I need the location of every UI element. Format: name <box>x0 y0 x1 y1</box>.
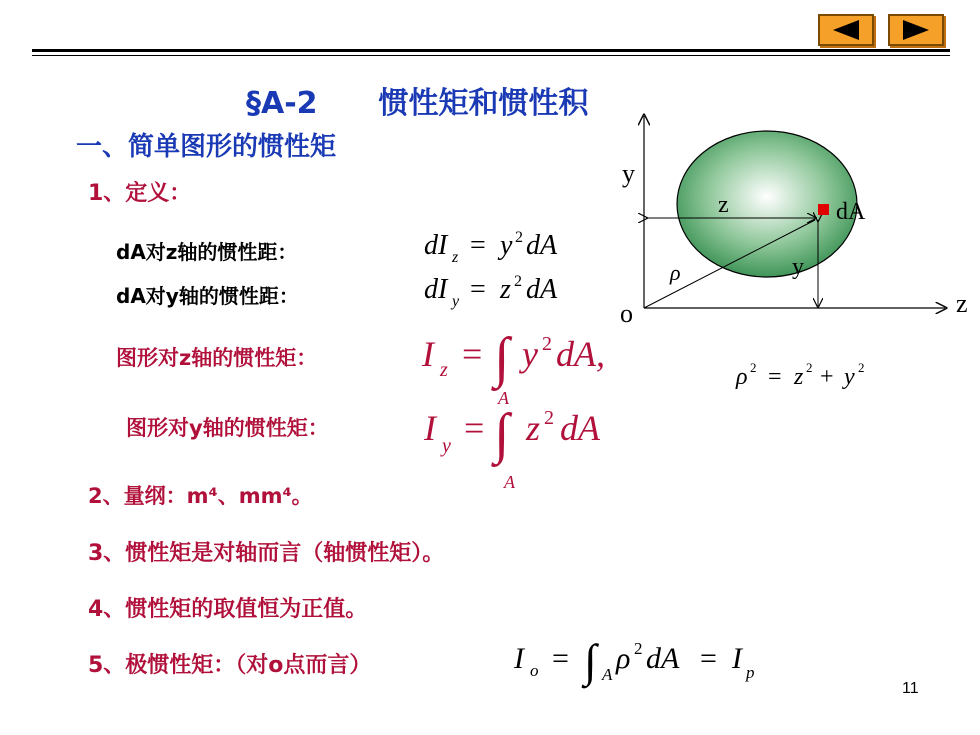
svg-text:z: z <box>526 408 541 448</box>
svg-text:2: 2 <box>544 407 554 429</box>
section-name: 惯性矩和惯性积 <box>378 86 589 121</box>
item-dimension: 2、量纲：m⁴、mm⁴。 <box>88 484 313 508</box>
svg-text:2: 2 <box>515 229 523 246</box>
svg-text:=: = <box>470 230 486 261</box>
dIy-label: dA对y轴的惯性距： <box>116 284 299 308</box>
svg-text:2: 2 <box>750 360 757 375</box>
svg-text:dA,: dA, <box>556 334 605 374</box>
svg-text:=: = <box>462 334 483 374</box>
svg-text:dI: dI <box>424 274 448 305</box>
svg-text:∫: ∫ <box>584 635 597 686</box>
svg-text:2: 2 <box>806 360 813 375</box>
svg-text:y: y <box>844 364 855 390</box>
svg-text:dA: dA <box>560 408 600 448</box>
area-ellipse <box>677 131 857 277</box>
svg-text:A: A <box>504 472 515 492</box>
formula-rho <box>735 360 865 390</box>
svg-text:I: I <box>732 642 742 675</box>
svg-text:A: A <box>602 665 613 684</box>
svg-text:∫: ∫ <box>494 327 510 389</box>
svg-text:2: 2 <box>634 639 643 658</box>
y-axis-label: y <box>622 159 635 188</box>
item-definition: 1、定义： <box>88 181 192 206</box>
svg-text:ρ: ρ <box>736 364 748 390</box>
svg-text:=: = <box>464 408 485 448</box>
svg-text:dI: dI <box>424 230 448 261</box>
formula-Iz <box>421 327 605 392</box>
svg-text:p: p <box>746 663 755 682</box>
area-element-dA <box>818 204 829 215</box>
svg-text:I: I <box>422 334 434 374</box>
dIz-label: dA对z轴的惯性距： <box>116 240 298 264</box>
svg-text:A: A <box>498 388 509 408</box>
rho-label: ρ <box>670 260 681 285</box>
origin-label: o <box>620 299 633 328</box>
svg-text:o: o <box>530 661 539 680</box>
svg-text:+: + <box>820 364 834 390</box>
svg-text:∫: ∫ <box>494 403 510 465</box>
section-number: §A-2 <box>246 86 318 121</box>
y-dimension-label: y <box>792 254 804 280</box>
svg-text:dA: dA <box>526 274 558 305</box>
formula-Iy <box>423 388 601 492</box>
svg-text:y: y <box>442 435 451 457</box>
svg-text:=: = <box>700 642 717 675</box>
formula-Io <box>513 635 755 689</box>
svg-text:2: 2 <box>858 360 865 375</box>
svg-text:=: = <box>470 274 486 305</box>
Iz-label: 图形对z轴的惯性矩： <box>116 346 318 370</box>
svg-text:=: = <box>768 364 782 390</box>
svg-text:z: z <box>500 274 511 305</box>
item-axis-moment: 3、惯性矩是对轴而言（轴惯性矩）。 <box>88 541 445 566</box>
formula-dIz <box>424 229 558 266</box>
svg-text:2: 2 <box>542 333 552 355</box>
svg-text:z: z <box>452 249 459 266</box>
Iy-label: 图形对y轴的惯性矩： <box>126 416 329 440</box>
svg-text:=: = <box>552 642 569 675</box>
svg-text:y: y <box>452 293 460 310</box>
formula-dIy <box>424 273 558 310</box>
svg-text:z: z <box>440 359 448 381</box>
svg-text:y: y <box>522 334 538 374</box>
svg-text:dA: dA <box>526 230 558 261</box>
svg-text:I: I <box>424 408 436 448</box>
svg-text:ρ: ρ <box>616 642 631 675</box>
section-heading: 一、简单图形的惯性矩 <box>76 132 337 162</box>
svg-text:y: y <box>500 230 513 261</box>
svg-text:2: 2 <box>514 273 522 290</box>
z-dimension-label: z <box>718 192 729 218</box>
moment-diagram <box>600 108 980 328</box>
dA-label: dA <box>836 199 866 225</box>
item-polar: 5、极惯性矩：（对o点而言） <box>88 653 372 678</box>
svg-text:I: I <box>514 642 524 675</box>
z-axis-label: z <box>956 289 968 318</box>
svg-text:dA: dA <box>646 642 680 675</box>
page-number: 11 <box>902 680 919 697</box>
svg-text:z: z <box>794 364 804 390</box>
item-positive: 4、惯性矩的取值恒为正值。 <box>88 597 368 622</box>
